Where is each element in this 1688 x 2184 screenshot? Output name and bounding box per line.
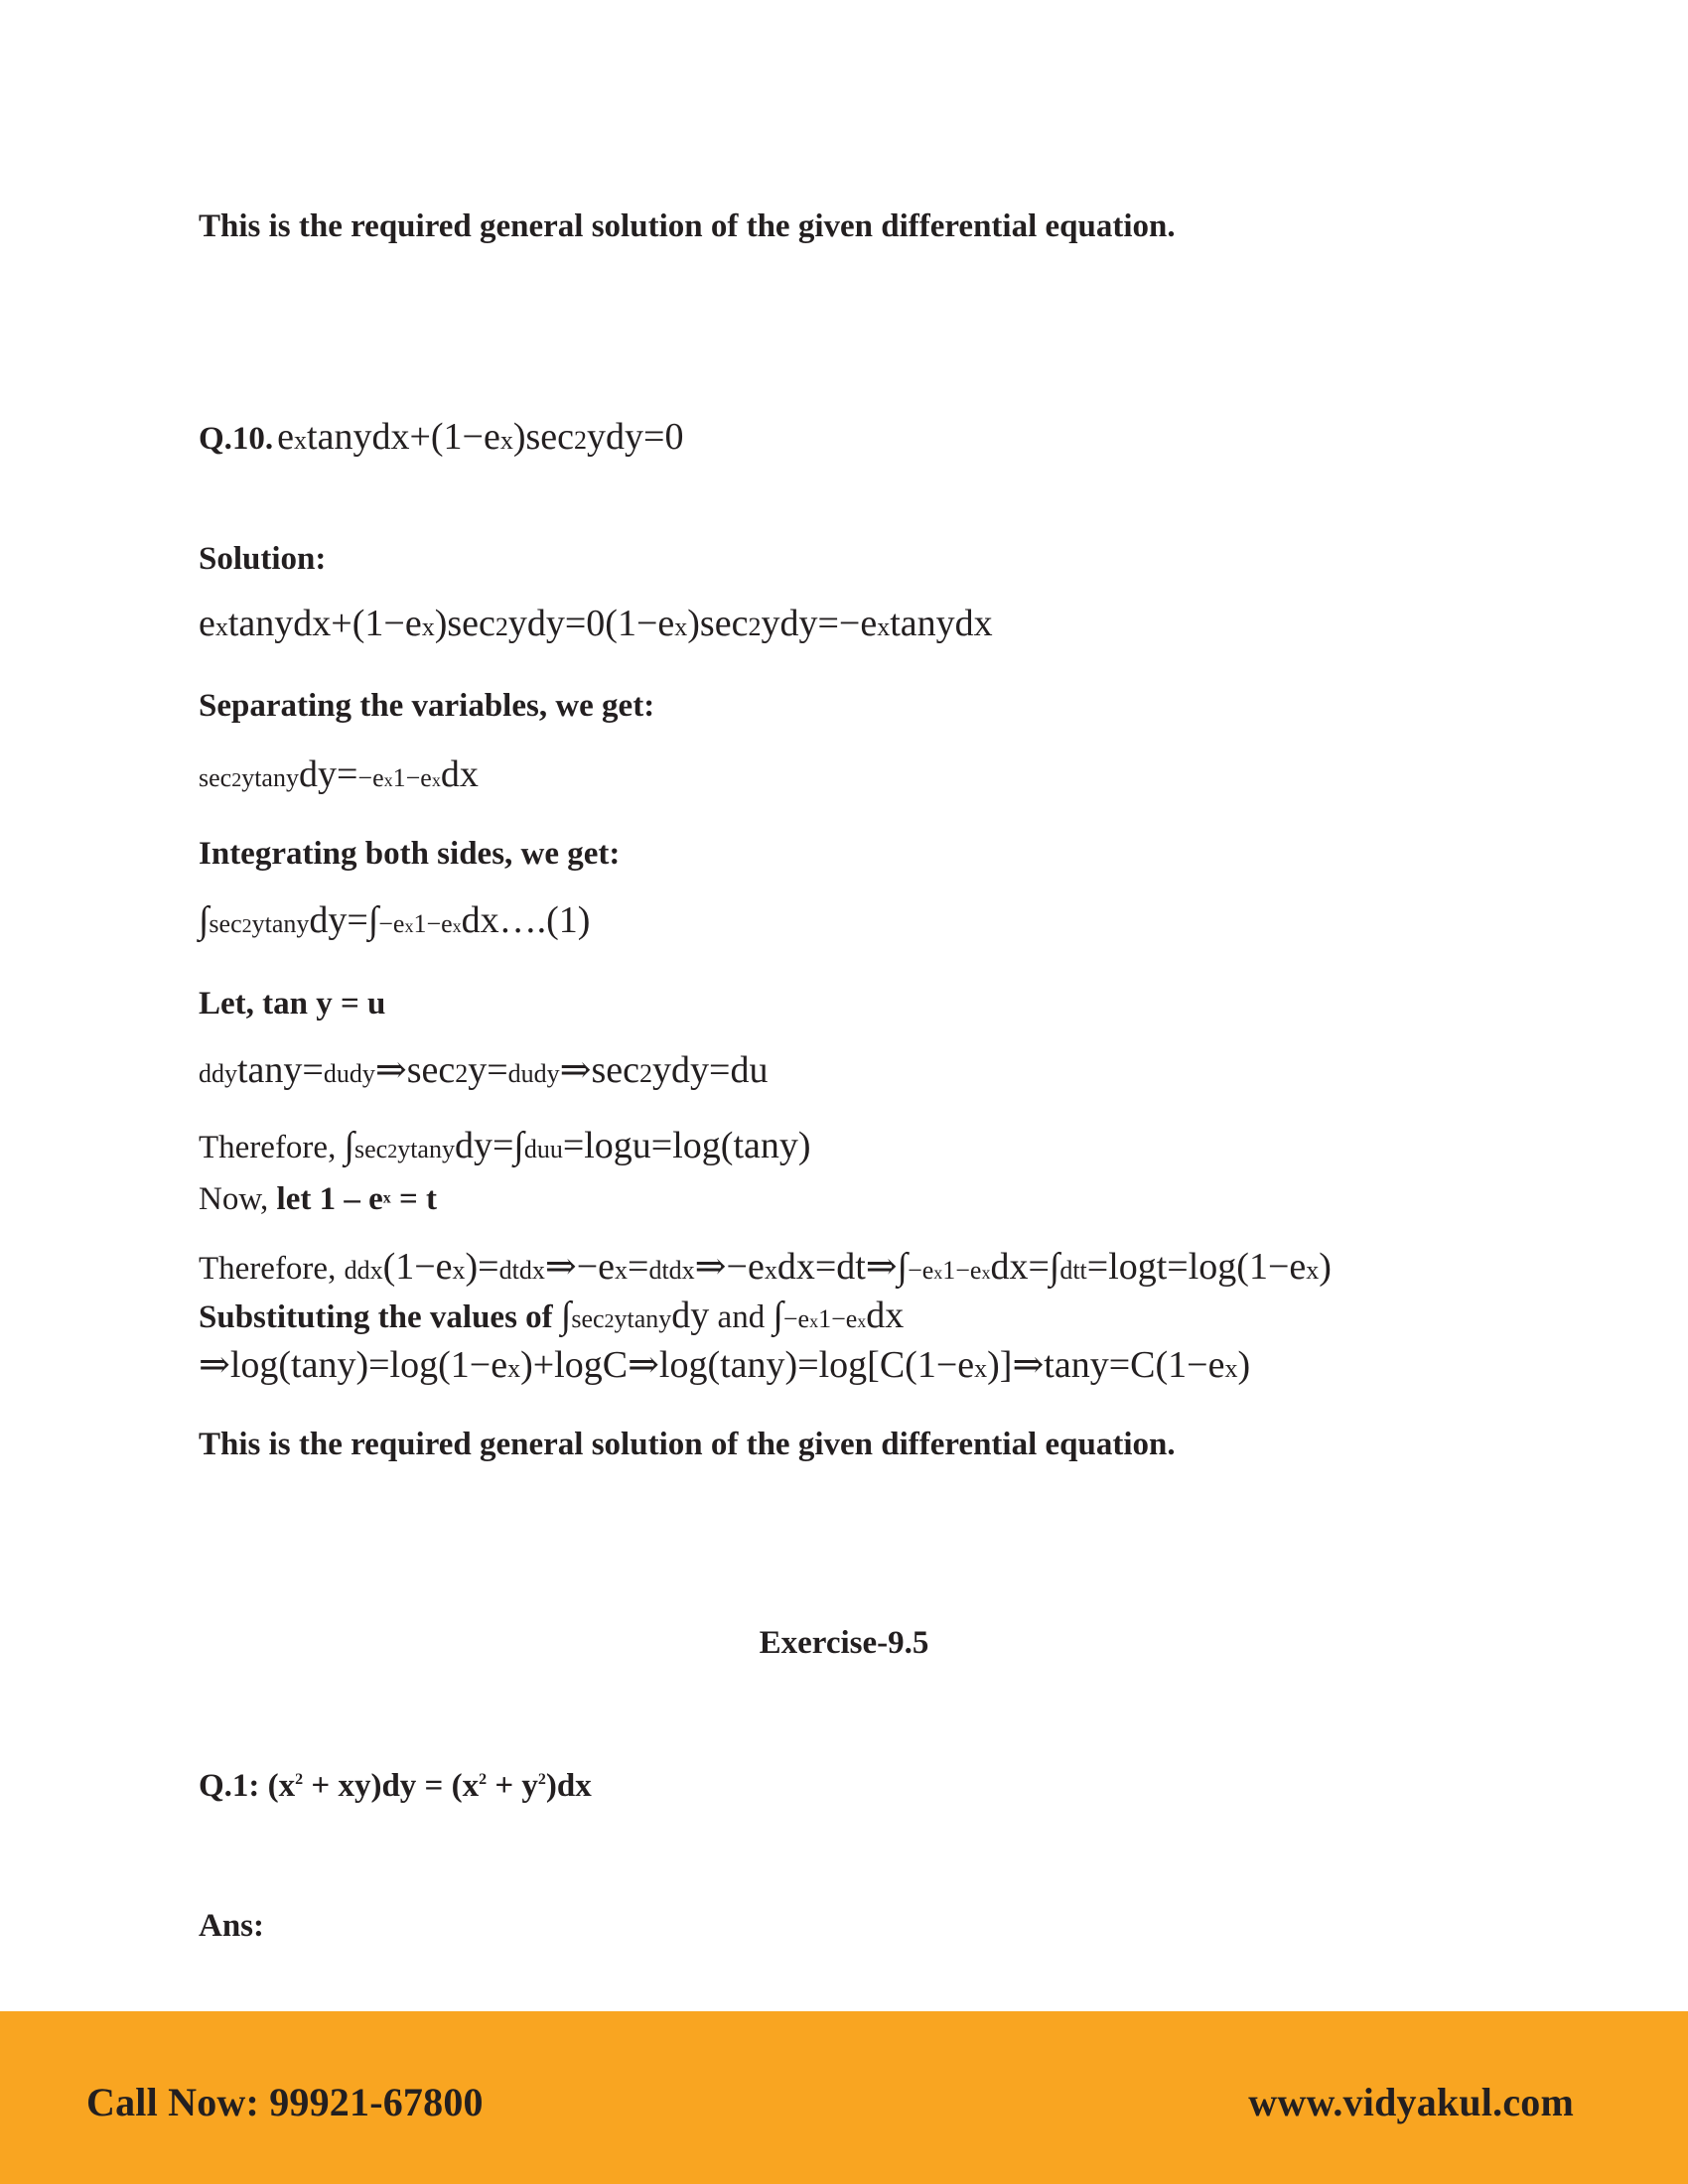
solution-equation: extanydx+(1−ex)sec2ydy=0(1−ex)sec2ydy=−extanydx — [199, 603, 993, 644]
question-equation: extanydx+(1−ex)sec2ydy=0 — [277, 416, 684, 458]
answer-label: Ans: — [199, 1908, 265, 1944]
therefore-log-1-minus-ex: Therefore, ddx(1−ex)=dtdx⇒−ex=dtdx⇒−exdx=dt⇒∫−ex1−exdx=∫dtt=logt=log(1−ex) — [199, 1246, 1332, 1288]
substituting-line: Substituting the values of ∫sec2ytanydy and ∫−ex1−exdx — [199, 1295, 905, 1336]
derivative-equation: ddytany=dudy⇒sec2y=dudy⇒sec2ydy=du — [199, 1049, 769, 1091]
integral-equation: ∫sec2ytanydy=∫−ex1−exdx….(1) — [199, 899, 591, 941]
exercise-heading: Exercise-9.5 — [759, 1625, 929, 1661]
let-tan-y-text: Let, tan y = u — [199, 986, 386, 1022]
separated-equation: sec2ytanydy=−ex1−exdx — [199, 753, 479, 795]
required-solution-text: This is the required general solution of the given differential equation. — [199, 208, 1176, 244]
call-now-phone[interactable]: Call Now: 99921-67800 — [86, 2080, 484, 2124]
footer-banner — [0, 2011, 1688, 2184]
question-10 — [199, 415, 683, 459]
integrating-text: Integrating both sides, we get: — [199, 836, 621, 872]
separating-text: Separating the variables, we get: — [199, 688, 655, 724]
required-solution-text-2: This is the required general solution of the given differential equation. — [199, 1427, 1176, 1462]
now-let-line: Now, let $1 - e^x = t$ — [199, 1181, 438, 1217]
final-equation: ⇒log(tany)=log(1−ex)+logC⇒log(tany)=log[C(1−ex)]⇒tany=C(1−ex) — [199, 1344, 1251, 1386]
therefore-log-tany: Therefore, ∫sec2ytanydy=∫duu=logu=log(tany) — [199, 1125, 811, 1166]
website-link[interactable]: www.vidyakul.com — [1248, 2080, 1574, 2124]
question-1: Q.1: $(x^2 + xy)dy = (x^2 + y^2)dx$ — [199, 1768, 592, 1804]
question-label: Q.10. — [199, 421, 274, 457]
solution-label: Solution: — [199, 541, 327, 577]
